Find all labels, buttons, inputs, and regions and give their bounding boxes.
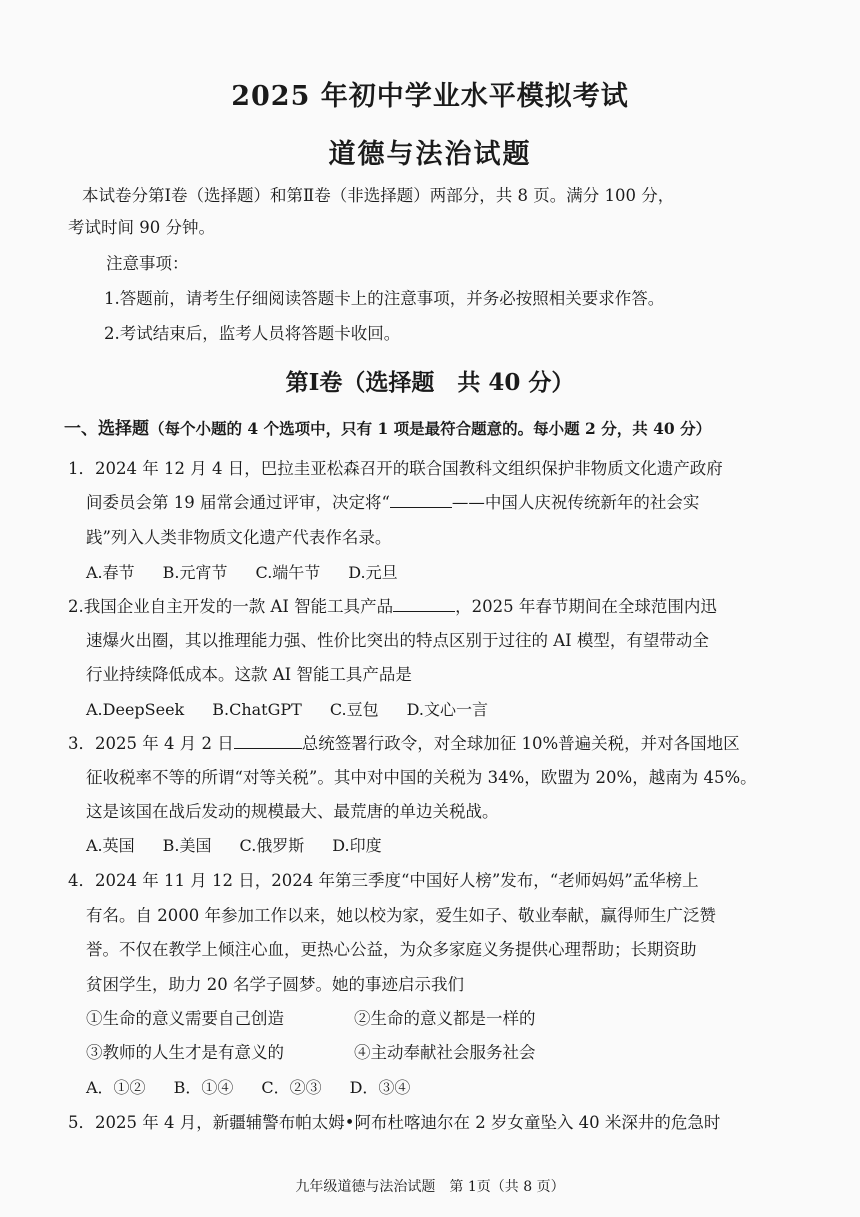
question-1-line-1: 1．2024 年 12 月 4 日，巴拉圭亚松森召开的联合国教科文组织保护非物质文化遗产政府 xyxy=(68,459,723,478)
statement-2: ②生命的意义都是一样的 xyxy=(354,1009,536,1028)
option-c: C.端午节 xyxy=(255,563,321,582)
answer-blank xyxy=(390,493,452,508)
q1-text-b: ——中国人庆祝传统新年的社会实 xyxy=(451,493,700,512)
part-1-title: 第Ⅰ卷（选择题 共 40 分） xyxy=(285,369,575,396)
option-d: D．③④ xyxy=(349,1078,411,1097)
q3-text-a: 3．2025 年 4 月 2 日 xyxy=(68,734,234,753)
option-b: B.元宵节 xyxy=(162,563,228,582)
option-c: C.豆包 xyxy=(329,700,379,719)
question-2-line-2: 速爆火出圈，其以推理能力强、性价比突出的特点区别于过往的 AI 模型，有望带动全 xyxy=(86,631,709,650)
q3-text-b: 总统签署行政令，对全球加征 10%普遍关税，并对各国地区 xyxy=(301,734,740,753)
statement-4: ④主动奉献社会服务社会 xyxy=(354,1043,536,1062)
option-b: B.美国 xyxy=(162,836,212,855)
option-a: A．①② xyxy=(86,1078,146,1097)
option-b: B．①④ xyxy=(173,1078,234,1097)
notice-item-2: 2.考试结束后，监考人员将答题卡收回。 xyxy=(104,324,401,343)
exam-title: 2025 年初中学业水平模拟考试 xyxy=(231,81,629,112)
option-c: C．②③ xyxy=(261,1078,322,1097)
question-4-line-2: 有名。自 2000 年参加工作以来，她以校为家，爱生如子、敬业奉献，赢得师生广泛赞 xyxy=(86,906,716,925)
question-4-line-4: 贫困学生，助力 20 名学子圆梦。她的事迹启示我们 xyxy=(86,975,464,994)
question-4-line-1: 4．2024 年 11 月 12 日，2024 年第三季度“中国好人榜”发布，“老师妈妈”孟华榜上 xyxy=(68,871,699,890)
notice-item-1: 1.答题前，请考生仔细阅读答题卡上的注意事项，并务必按照相关要求作答。 xyxy=(104,289,665,308)
answer-blank xyxy=(393,597,455,612)
question-2-line-1 xyxy=(68,594,717,619)
question-4-options xyxy=(86,1075,438,1100)
exam-subtitle: 道德与法治试题 xyxy=(328,139,532,170)
q2-text-b: ，2025 年春节期间在全球范围内迅 xyxy=(455,597,717,616)
section-heading xyxy=(64,416,804,442)
notice-title: 注意事项： xyxy=(106,254,189,273)
question-3-line-2: 征收税率不等的所谓“对等关税”。其中对中国的关税为 34%，欧盟为 20%，越南为 45%。 xyxy=(86,768,757,787)
answer-blank xyxy=(234,734,302,749)
q1-text-a: 间委员会第 19 届常会通过评审，决定将“ xyxy=(86,493,390,512)
question-4-line-3: 誉。不仅在教学上倾注心血，更热心公益，为众多家庭义务提供心理帮助；长期资助 xyxy=(86,940,697,959)
question-3-options xyxy=(86,833,410,858)
option-c: C.俄罗斯 xyxy=(239,836,305,855)
intro-line-1: 本试卷分第Ⅰ卷（选择题）和第Ⅱ卷（非选择题）两部分，共 8 页。满分 100 分， xyxy=(82,186,675,205)
question-2-options xyxy=(86,697,516,722)
option-d: D.印度 xyxy=(332,836,382,855)
question-3-line-1 xyxy=(68,731,740,756)
option-a: A.DeepSeek xyxy=(86,700,185,719)
question-1-line-3: 践”列入人类非物质文化遗产代表作名录。 xyxy=(86,528,392,547)
question-5-line-1: 5．2025 年 4 月，新疆辅警布帕太姆•阿布杜喀迪尔在 2 岁女童坠入 40 米深井的危急时 xyxy=(68,1113,721,1132)
option-d: D.元旦 xyxy=(348,563,398,582)
question-4-statements-1 xyxy=(86,1006,536,1031)
q2-text-a: 2.我国企业自主开发的一款 AI 智能工具产品 xyxy=(68,597,394,616)
question-1-options xyxy=(86,560,426,585)
statement-3: ③教师的人生才是有意义的 xyxy=(86,1043,284,1062)
option-b: B.ChatGPT xyxy=(212,700,302,719)
question-4-statements-2 xyxy=(86,1040,536,1065)
section-note: （每个小题的 4 个选项中，只有 1 项是最符合题意的。每小题 2 分，共 40 分） xyxy=(149,419,712,438)
section-head-label: 一、选择题 xyxy=(64,419,149,439)
statement-1: ①生命的意义需要自己创造 xyxy=(86,1009,284,1028)
option-a: A.英国 xyxy=(86,836,135,855)
option-d: D.文心一言 xyxy=(406,700,488,719)
option-a: A.春节 xyxy=(86,563,135,582)
intro-line-2: 考试时间 90 分钟。 xyxy=(68,218,215,237)
page-footer: 九年级道德与法治试题 第 1页（共 8 页） xyxy=(295,1179,565,1195)
question-1-line-2 xyxy=(86,490,699,515)
question-2-line-3: 行业持续降低成本。这款 AI 智能工具产品是 xyxy=(86,665,412,684)
question-3-line-3: 这是该国在战后发动的规模最大、最荒唐的单边关税战。 xyxy=(86,802,499,821)
